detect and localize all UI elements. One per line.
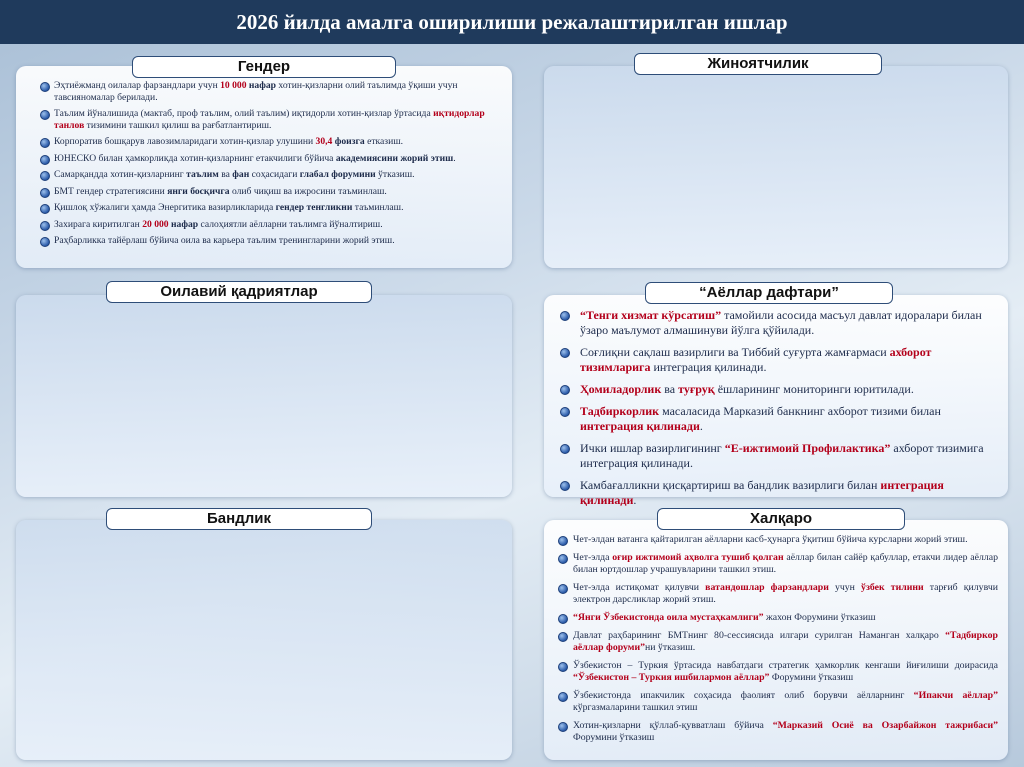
gender-tab (132, 56, 396, 78)
oilaviy-tab (106, 281, 372, 303)
bullet-icon (558, 614, 568, 624)
bullet-icon (40, 237, 50, 247)
bullet-icon (560, 444, 570, 454)
bullet-icon (558, 536, 568, 546)
bullet-icon (558, 632, 568, 642)
list-item: Чет-элдан ватанга қайтарилган аёлларни касб-ҳунарга ўқитиш бўйича курсларни жорий этиш. (558, 534, 998, 546)
list-item: Ўзбекистон – Туркия ўртасида навбатдаги стратегик ҳамкорлик кенгаши йиғилиши доирасида “Ўзбекистон – Туркия ишбилармон аёллар” Форумини ўтказиш (558, 660, 998, 684)
xalqaro-tab-label: Халқаро (749, 510, 813, 527)
ayollar-tab (645, 282, 893, 304)
oilaviy-panel (16, 295, 512, 497)
page-title: 2026 йилда амалга оширилиши режалаштирилган ишлар (236, 10, 788, 34)
list-item: Корпоратив бошқарув лавозимларидаги хотин-қизлар улушини 30,4 фоизга етказиш. (40, 136, 510, 148)
list-item: Ўзбекистонда ипакчилик соҳасида фаолият олиб борувчи аёлларнинг “Ипакчи аёллар” кўргазмаларини ташкил этиш (558, 690, 998, 714)
list-item: Таълим йўналишида (мактаб, проф таълим, олий таълим) иқтидорли хотин-қизлар ўртасида иқтидорлар танлов тизимини ташкил қилиш ва рағбатлантириш. (40, 108, 510, 131)
bullet-icon (560, 407, 570, 417)
list-item: Ички ишлар вазирлигининг “Е-ижтимоий Профилактика” ахборот тизимига интеграция қилинади. (558, 441, 988, 471)
xalqaro-list (558, 534, 998, 750)
list-item: Самарқандда хотин-қизларнинг таълим ва фан соҳасидаги глабал форумини ўтказиш. (40, 169, 510, 181)
bullet-icon (40, 138, 50, 148)
jinoyat-tab (634, 53, 882, 75)
gender-tab-label: Гендер (237, 58, 291, 75)
list-item: ЮНЕСКО билан ҳамкорликда хотин-қизларнинг етакчилиги бўйича академиясини жорий этиш. (40, 153, 510, 165)
list-item: Тадбиркорлик масаласида Марказий банкнинг ахборот тизими билан интеграция қилинади. (558, 404, 988, 434)
bullet-icon (558, 722, 568, 732)
list-item: Ҳомиладорлик ва туғруқ ёшларининг мониторинги юритилади. (558, 382, 988, 397)
list-item: Хотин-қизларни қўллаб-қувватлаш бўйича “Марказий Осиё ва Озарбайжон тажрибаси” Форумини ўтказиш (558, 720, 998, 744)
list-item: “Янги Ўзбекистонда оила мустаҳкамлиги” жахон Форумини ўтказиш (558, 612, 998, 624)
list-item: Давлат раҳбарининг БМТнинг 80-сессиясида илгари сурилган Наманган халқаро “Тадбиркор аёллар форуми”ни ўтказиш. (558, 630, 998, 654)
bullet-icon (558, 662, 568, 672)
bandlik-tab (106, 508, 372, 530)
bullet-icon (40, 155, 50, 165)
page-header (0, 0, 1024, 44)
list-item: “Тенги хизмат кўрсатиш” тамойили асосида масъул давлат идоралари билан ўзаро маълумот алмашинуви йўлга қўйилади. (558, 308, 988, 338)
list-item: Соғлиқни сақлаш вазирлиги ва Тиббий суғурта жамғармаси ахборот тизимларига интеграция қилинади. (558, 345, 988, 375)
bullet-icon (40, 221, 50, 231)
bullet-icon (560, 481, 570, 491)
list-item: Эҳтиёжманд оилалар фарзандлари учун 10 000 нафар хотин-қизларни олий таълимда ўқиши учун тавсияномалар берилади. (40, 80, 510, 103)
bandlik-panel (16, 520, 512, 760)
bullet-icon (40, 188, 50, 198)
bullet-icon (40, 82, 50, 92)
list-item: Чет-элда оғир ижтимоий аҳволга тушиб қолган аёллар билан сайёр қабуллар, етакчи лидер аёллар билан юртдошлар учрашувларини ташкил этиш. (558, 552, 998, 576)
bandlik-tab-label: Бандлик (207, 510, 271, 527)
ayollar-tab-label: “Аёллар дафтари” (699, 284, 839, 301)
oilaviy-tab-label: Оилавий қадриятлар (160, 283, 318, 300)
bullet-icon (40, 204, 50, 214)
jinoyat-panel (544, 66, 1008, 268)
ayollar-list (558, 308, 988, 515)
list-item: Захирага киритилган 20 000 нафар салоҳиятли аёлларни таълимга йўналтириш. (40, 219, 510, 231)
bullet-icon (560, 311, 570, 321)
list-item: Қишлоқ хўжалиги ҳамда Энергитика вазирликларида гендер тенгликни таъминлаш. (40, 202, 510, 214)
bullet-icon (558, 554, 568, 564)
jinoyat-tab-label: Жиноятчилик (707, 55, 809, 72)
bullet-icon (40, 171, 50, 181)
bullet-icon (560, 385, 570, 395)
list-item: Раҳбарликка тайёрлаш бўйича оила ва карьера таълим тренингларини жорий этиш. (40, 235, 510, 247)
bullet-icon (560, 348, 570, 358)
gender-list (40, 80, 510, 252)
bullet-icon (40, 110, 50, 120)
bullet-icon (558, 584, 568, 594)
list-item: Камбағалликни қисқартириш ва бандлик вазирлиги билан интеграция қилинади. (558, 478, 988, 508)
list-item: БМТ гендер стратегиясини янги босқичга олиб чиқиш ва ижросини таъминлаш. (40, 186, 510, 198)
bullet-icon (558, 692, 568, 702)
list-item: Чет-элда истиқомат қилувчи ватандошлар фарзандлари учун ўзбек тилини тарғиб қилувчи электрон дарсликлар жорий этиш. (558, 582, 998, 606)
